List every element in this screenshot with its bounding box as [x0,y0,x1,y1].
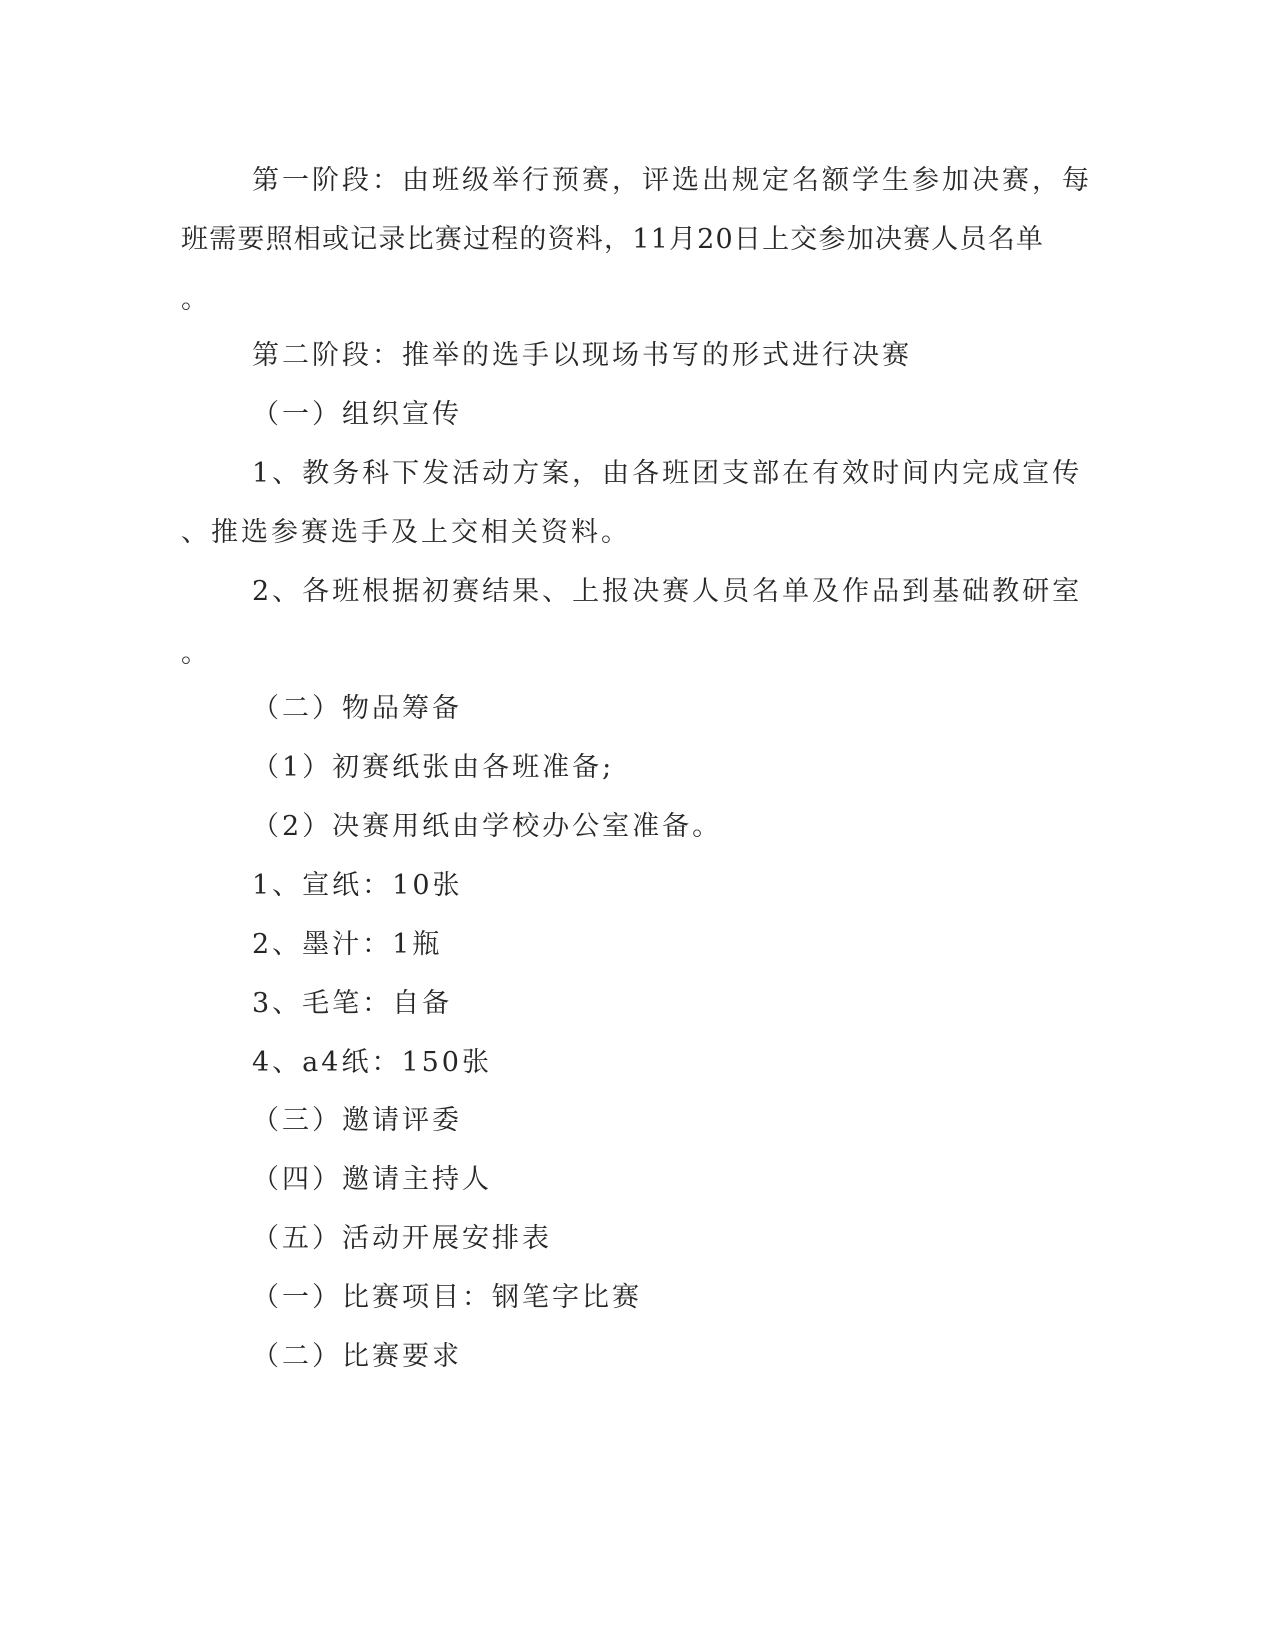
paragraph-line-2: 班需要照相或记录比赛过程的资料，11月20日上交参加决赛人员名单 [181,224,1045,255]
paragraph-line-9: 。 [181,638,211,669]
list-item-2: （2）决赛用纸由学校办公室准备。 [252,811,723,842]
section-heading-host: （四）邀请主持人 [252,1164,492,1195]
section-heading-organize: （一）组织宣传 [252,399,462,430]
paragraph-line-4: 第二阶段：推举的选手以现场书写的形式进行决赛 [252,340,912,371]
supply-item-brush: 3、毛笔：自备 [252,988,453,1019]
section-heading-judges: （三）邀请评委 [252,1105,462,1136]
paragraph-line-3: 。 [181,284,211,315]
paragraph-line-7: 、推选参赛选手及上交相关资料。 [181,517,631,548]
list-item-1: （1）初赛纸张由各班准备; [252,752,615,783]
paragraph-line-6: 1、教务科下发活动方案，由各班团支部在有效时间内完成宣传 [252,458,1083,489]
supply-item-a4-paper: 4、a4纸：150张 [252,1047,492,1078]
section-heading-event: （一）比赛项目：钢笔字比赛 [252,1282,642,1313]
paragraph-line-8: 2、各班根据初赛结果、上报决赛人员名单及作品到基础教研室 [252,576,1083,607]
supply-item-xuanzhi: 1、宣纸：10张 [252,870,463,901]
section-heading-requirements: （二）比赛要求 [252,1341,462,1372]
paragraph-line-1: 第一阶段：由班级举行预赛，评选出规定名额学生参加决赛，每 [252,165,1092,196]
section-heading-schedule: （五）活动开展安排表 [252,1223,552,1254]
section-heading-supplies: （二）物品筹备 [252,693,462,724]
supply-item-ink: 2、墨汁：1瓶 [252,929,443,960]
